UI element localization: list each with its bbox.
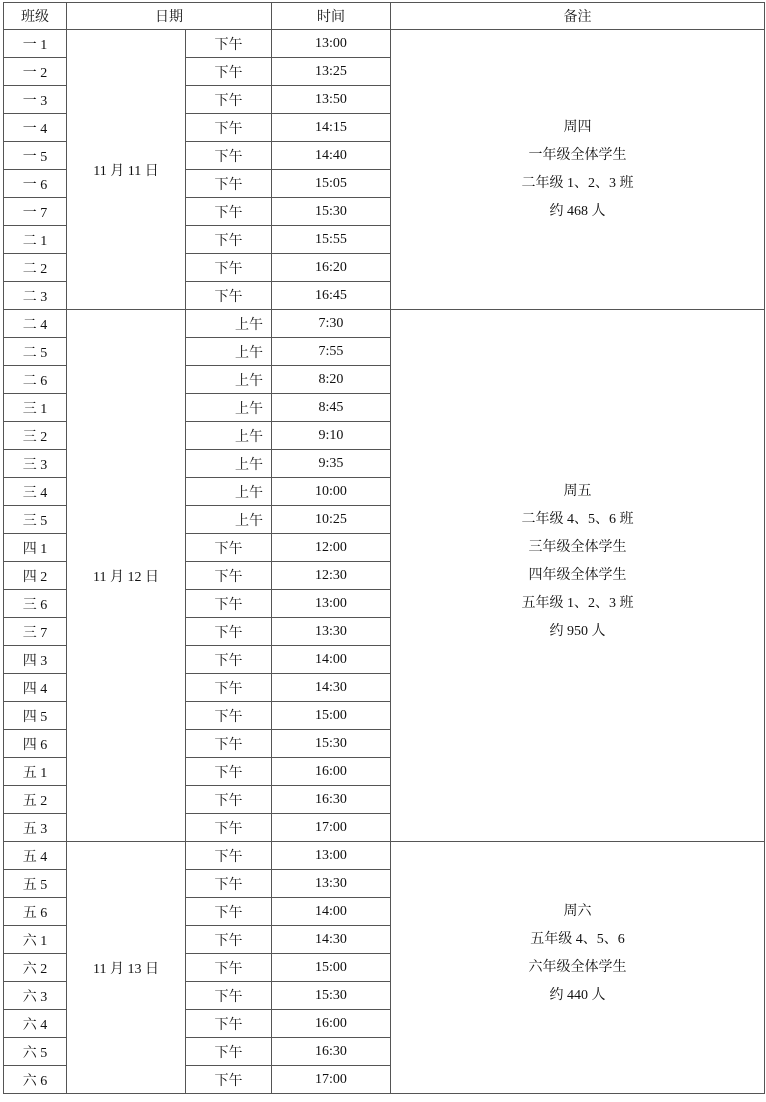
- ampm-cell: 下午: [186, 786, 272, 814]
- class-cell: 五 3: [4, 814, 67, 842]
- time-cell: 7:30: [272, 310, 391, 338]
- class-cell: 三 3: [4, 450, 67, 478]
- note-line: 约 440 人: [549, 988, 606, 1003]
- time-cell: 9:10: [272, 422, 391, 450]
- time-cell: 13:00: [272, 30, 391, 58]
- note-line: 二年级 1、2、3 班: [521, 176, 634, 191]
- class-cell: 二 6: [4, 366, 67, 394]
- class-cell: 二 5: [4, 338, 67, 366]
- schedule-table: [3, 2, 765, 1094]
- ampm-cell: 下午: [186, 618, 272, 646]
- table-header: [4, 3, 765, 30]
- ampm-cell: 下午: [186, 898, 272, 926]
- time-cell: 14:00: [272, 646, 391, 674]
- ampm-cell: 上午: [186, 394, 272, 422]
- class-cell: 一 3: [4, 86, 67, 114]
- time-cell: 14:40: [272, 142, 391, 170]
- note-spacer: [391, 30, 764, 114]
- class-cell: 二 1: [4, 226, 67, 254]
- note-line: 二年级 4、5、6 班: [521, 512, 634, 527]
- ampm-cell: 下午: [186, 142, 272, 170]
- class-cell: 四 6: [4, 730, 67, 758]
- class-cell: 三 2: [4, 422, 67, 450]
- ampm-cell: 下午: [186, 198, 272, 226]
- header-note: 备注: [391, 3, 765, 30]
- class-cell: 三 1: [4, 394, 67, 422]
- ampm-cell: 下午: [186, 58, 272, 86]
- class-cell: 二 2: [4, 254, 67, 282]
- time-cell: 10:25: [272, 506, 391, 534]
- time-cell: 10:00: [272, 478, 391, 506]
- ampm-cell: 下午: [186, 1010, 272, 1038]
- note-line: 周五: [563, 484, 592, 499]
- class-cell: 五 2: [4, 786, 67, 814]
- ampm-cell: 上午: [186, 338, 272, 366]
- time-cell: 13:00: [272, 842, 391, 870]
- ampm-cell: 下午: [186, 534, 272, 562]
- note-line: 五年级 1、2、3 班: [521, 596, 634, 611]
- ampm-cell: 下午: [186, 254, 272, 282]
- class-cell: 三 4: [4, 478, 67, 506]
- ampm-cell: 下午: [186, 1038, 272, 1066]
- class-cell: 四 1: [4, 534, 67, 562]
- note-cell: [391, 842, 765, 1094]
- table-row: [4, 30, 765, 58]
- note-line: 一年级全体学生: [528, 148, 627, 163]
- ampm-cell: 上午: [186, 450, 272, 478]
- time-cell: 17:00: [272, 1066, 391, 1094]
- time-cell: 15:30: [272, 982, 391, 1010]
- date-cell: 11 月 13 日: [67, 842, 186, 1094]
- ampm-cell: 下午: [186, 590, 272, 618]
- ampm-cell: 下午: [186, 562, 272, 590]
- ampm-cell: 下午: [186, 842, 272, 870]
- time-cell: 16:30: [272, 1038, 391, 1066]
- time-cell: 8:20: [272, 366, 391, 394]
- class-cell: 二 3: [4, 282, 67, 310]
- note-line: 约 468 人: [549, 204, 606, 219]
- header-class: 班级: [4, 3, 67, 30]
- time-cell: 12:30: [272, 562, 391, 590]
- header-row: [4, 3, 765, 30]
- time-cell: 14:30: [272, 926, 391, 954]
- class-cell: 四 3: [4, 646, 67, 674]
- class-cell: 一 4: [4, 114, 67, 142]
- time-cell: 15:05: [272, 170, 391, 198]
- note-cell: [391, 310, 765, 842]
- class-cell: 四 5: [4, 702, 67, 730]
- ampm-cell: 下午: [186, 870, 272, 898]
- note-cell: [391, 30, 765, 310]
- time-cell: 7:55: [272, 338, 391, 366]
- ampm-cell: 下午: [186, 954, 272, 982]
- ampm-cell: 下午: [186, 1066, 272, 1094]
- header-time: 时间: [272, 3, 391, 30]
- time-cell: 16:30: [272, 786, 391, 814]
- class-cell: 一 7: [4, 198, 67, 226]
- time-cell: 8:45: [272, 394, 391, 422]
- time-cell: 13:50: [272, 86, 391, 114]
- class-cell: 五 4: [4, 842, 67, 870]
- ampm-cell: 下午: [186, 982, 272, 1010]
- note-line: 周四: [563, 120, 592, 135]
- time-cell: 17:00: [272, 814, 391, 842]
- note-line: 五年级 4、5、6: [530, 932, 625, 947]
- time-cell: 16:20: [272, 254, 391, 282]
- time-cell: 14:15: [272, 114, 391, 142]
- class-cell: 一 1: [4, 30, 67, 58]
- time-cell: 15:30: [272, 198, 391, 226]
- class-cell: 六 3: [4, 982, 67, 1010]
- class-cell: 一 6: [4, 170, 67, 198]
- ampm-cell: 下午: [186, 674, 272, 702]
- time-cell: 15:00: [272, 702, 391, 730]
- class-cell: 五 1: [4, 758, 67, 786]
- ampm-cell: 下午: [186, 926, 272, 954]
- ampm-cell: 上午: [186, 478, 272, 506]
- ampm-cell: 上午: [186, 366, 272, 394]
- time-cell: 16:00: [272, 1010, 391, 1038]
- time-cell: 16:00: [272, 758, 391, 786]
- ampm-cell: 下午: [186, 758, 272, 786]
- time-cell: 15:55: [272, 226, 391, 254]
- class-cell: 六 5: [4, 1038, 67, 1066]
- ampm-cell: 下午: [186, 702, 272, 730]
- time-cell: 13:25: [272, 58, 391, 86]
- ampm-cell: 下午: [186, 730, 272, 758]
- note-line: 约 950 人: [549, 624, 606, 639]
- date-cell: 11 月 12 日: [67, 310, 186, 842]
- class-cell: 六 2: [4, 954, 67, 982]
- ampm-cell: 下午: [186, 646, 272, 674]
- class-cell: 三 5: [4, 506, 67, 534]
- ampm-cell: 上午: [186, 310, 272, 338]
- ampm-cell: 下午: [186, 226, 272, 254]
- time-cell: 15:30: [272, 730, 391, 758]
- note-spacer: [391, 310, 764, 478]
- table-body: [4, 30, 765, 1094]
- time-cell: 12:00: [272, 534, 391, 562]
- note-line: 四年级全体学生: [528, 568, 627, 583]
- class-cell: 四 2: [4, 562, 67, 590]
- class-cell: 三 7: [4, 618, 67, 646]
- time-cell: 13:30: [272, 870, 391, 898]
- time-cell: 14:30: [272, 674, 391, 702]
- ampm-cell: 下午: [186, 282, 272, 310]
- note-line: 三年级全体学生: [528, 540, 627, 555]
- class-cell: 一 5: [4, 142, 67, 170]
- class-cell: 五 6: [4, 898, 67, 926]
- time-cell: 16:45: [272, 282, 391, 310]
- ampm-cell: 下午: [186, 114, 272, 142]
- ampm-cell: 下午: [186, 86, 272, 114]
- ampm-cell: 下午: [186, 814, 272, 842]
- class-cell: 二 4: [4, 310, 67, 338]
- ampm-cell: 上午: [186, 506, 272, 534]
- time-cell: 13:30: [272, 618, 391, 646]
- time-cell: 13:00: [272, 590, 391, 618]
- ampm-cell: 上午: [186, 422, 272, 450]
- note-line: 六年级全体学生: [528, 960, 627, 975]
- note-spacer: [391, 842, 764, 898]
- class-cell: 三 6: [4, 590, 67, 618]
- time-cell: 15:00: [272, 954, 391, 982]
- ampm-cell: 下午: [186, 30, 272, 58]
- class-cell: 六 1: [4, 926, 67, 954]
- table-row: [4, 310, 765, 338]
- ampm-cell: 下午: [186, 170, 272, 198]
- class-cell: 一 2: [4, 58, 67, 86]
- class-cell: 六 6: [4, 1066, 67, 1094]
- header-date: 日期: [67, 3, 272, 30]
- note-line: 周六: [563, 904, 592, 919]
- time-cell: 14:00: [272, 898, 391, 926]
- class-cell: 五 5: [4, 870, 67, 898]
- table-row: [4, 842, 765, 870]
- class-cell: 四 4: [4, 674, 67, 702]
- date-cell: 11 月 11 日: [67, 30, 186, 310]
- time-cell: 9:35: [272, 450, 391, 478]
- class-cell: 六 4: [4, 1010, 67, 1038]
